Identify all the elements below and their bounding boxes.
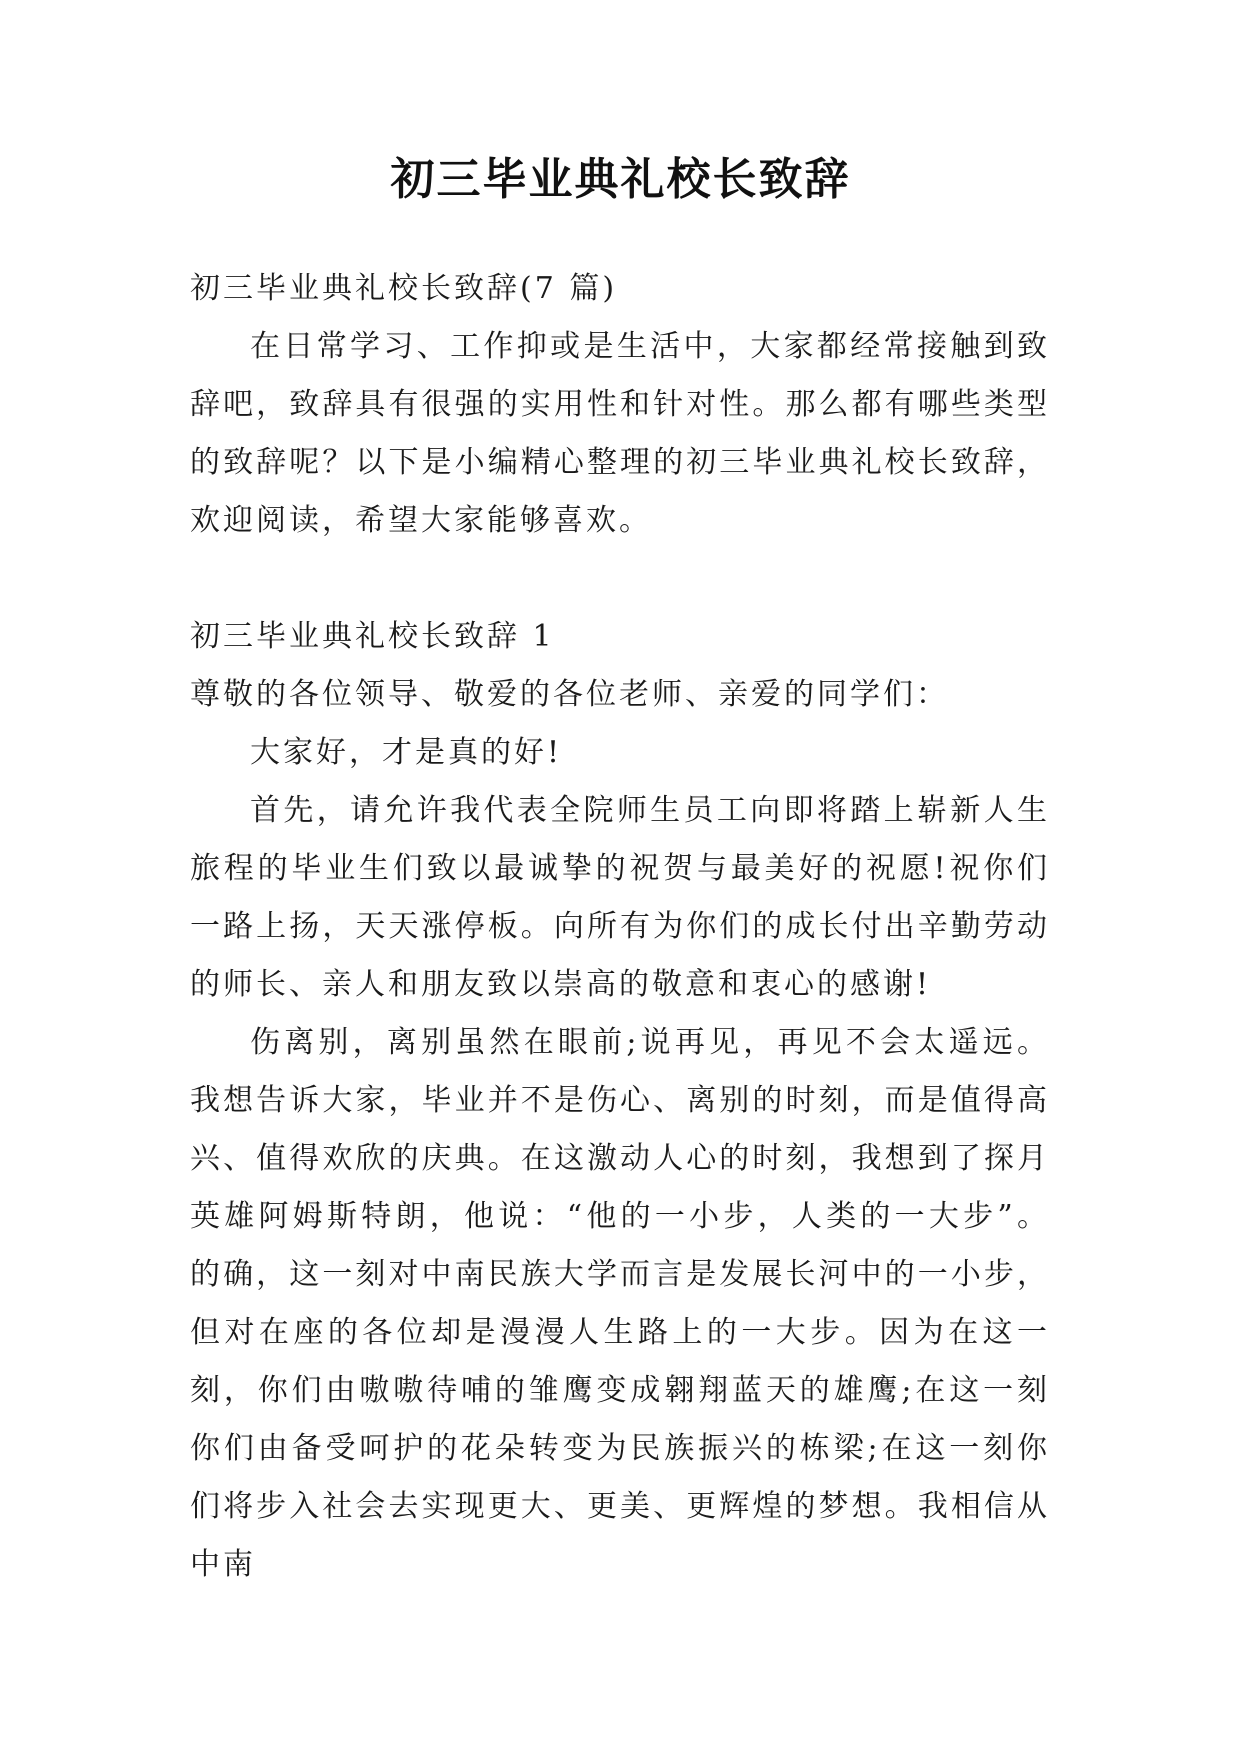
document-subtitle: 初三毕业典礼校长致辞(7 篇) [190, 271, 618, 306]
spacer [190, 550, 1050, 608]
document-body [190, 260, 1050, 1594]
greeting-paragraph: 大家好，才是真的好! [250, 735, 563, 770]
body-paragraph-2: 伤离别，离别虽然在眼前;说再见，再见不会太遥远。我想告诉大家，毕业并不是伤心、离别的时刻，而是值得高兴、值得欢欣的庆典。在这激动人心的时刻，我想到了探月英雄阿姆斯特朗，他说：“他的一小步，人类的一大步”。的确，这一刻对中南民族大学而言是发展长河中的一小步，但对在座的各位却是漫漫人生路上的一大步。因为在这一刻，你们由嗷嗷待哺的雏鹰变成翱翔蓝天的雄鹰;在这一刻你们由备受呵护的花朵转变为民族振兴的栋梁;在这一刻你们将步入社会去实现更大、更美、更辉煌的梦想。我相信从中南 [190, 1025, 1050, 1582]
document-title: 初三毕业典礼校长致辞 [390, 154, 851, 205]
intro-paragraph: 在日常学习、工作抑或是生活中，大家都经常接触到致辞吧，致辞具有很强的实用性和针对性。那么都有哪些类型的致辞呢？以下是小编精心整理的初三毕业典礼校长致辞，欢迎阅读，希望大家能够喜欢。 [190, 329, 1050, 538]
salutation: 尊敬的各位领导、敬爱的各位老师、亲爱的同学们： [190, 677, 949, 712]
body-paragraph-1: 首先，请允许我代表全院师生员工向即将踏上崭新人生旅程的毕业生们致以最诚挚的祝贺与最美好的祝愿!祝你们一路上扬，天天涨停板。向所有为你们的成长付出辛勤劳动的师长、亲人和朋友致以崇高的敬意和衷心的感谢! [190, 793, 1050, 1002]
section-heading: 初三毕业典礼校长致辞 1 [190, 619, 555, 654]
